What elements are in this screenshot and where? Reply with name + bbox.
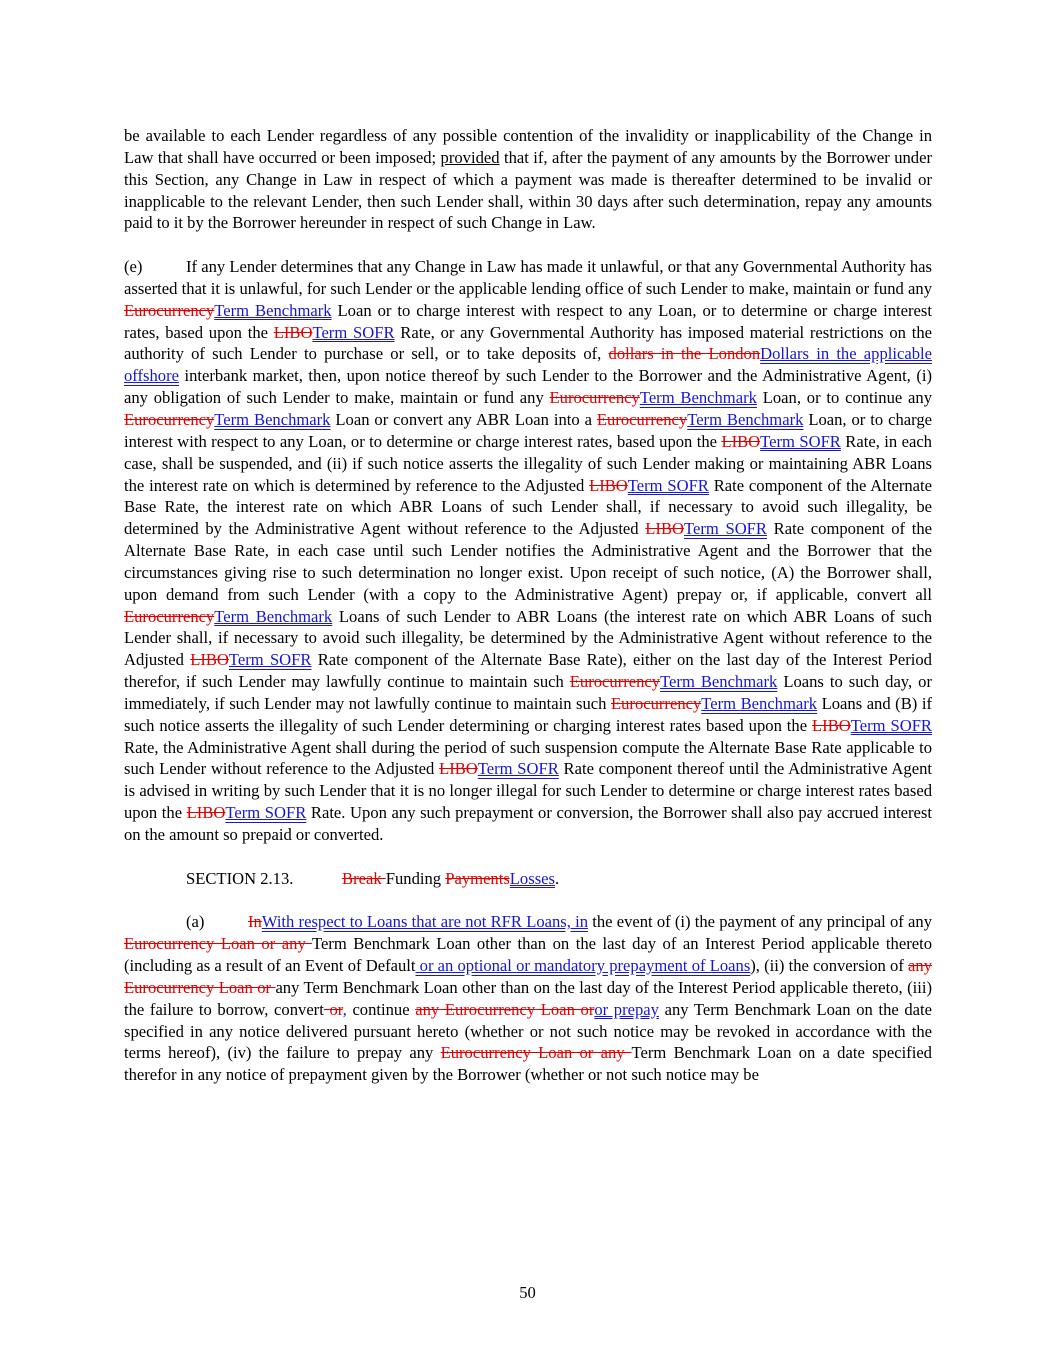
text-run: the event of (i) the payment of any principal of any <box>588 912 932 932</box>
inserted-text: Term SOFR <box>228 650 312 670</box>
inserted-text: or prepay <box>594 999 659 1019</box>
text-run: any Term Benchmark Loan other than on the last day of the Interest Period applicable thereto, (iii) the failure to borrow, convert <box>124 977 932 1019</box>
deleted-text: Eurocurrency <box>124 409 215 429</box>
inserted-text: Term SOFR <box>760 431 841 451</box>
text-run: Rate, in each case, shall be suspended, and (ii) if such notice asserts the illegality of such Lender making or maintaining ABR Loans the interest rate on which is determined by reference to the Adjusted <box>124 431 932 495</box>
clause-label-e: (e) <box>124 257 143 277</box>
text-run: Loan, or to charge interest with respect to any Loan, or to determine or charge interest rates, based upon the <box>124 409 932 451</box>
deleted-text: Eurocurrency <box>124 300 215 320</box>
deleted-text: LIBO <box>186 803 226 823</box>
inserted-text: Losses <box>509 868 555 888</box>
deleted-text: LIBO <box>812 715 851 735</box>
text-run: Rate component of the Alternate Base Rate), either on the last day of the Interest Period therefor, if such Lender may lawfully continue to maintain such <box>124 650 932 692</box>
clause-label-a: (a) <box>186 912 205 932</box>
paragraph-a-text <box>124 912 932 1084</box>
deleted-text: LIBO <box>273 322 313 342</box>
underlined-run: provided <box>440 147 500 167</box>
body-text <box>124 125 932 1086</box>
text-run: be available to each Lender regardless of any possible contention of the invalidity or inapplicability of the Change in Law that shall have occurred or been imposed; <box>124 126 932 167</box>
text-run: Loan, or to continue any <box>756 388 932 408</box>
text-run: Rate, the Administrative Agent shall during the period of such suspension compute the Alternate Base Rate applicable to such Lender without reference to the Adjusted <box>124 737 932 779</box>
inserted-text: Dollars in the applicable offshore <box>124 344 932 386</box>
inserted-text: Term Benchmark <box>701 693 818 713</box>
text-run: Term Benchmark Loan on a date specified therefor in any notice of prepayment given by the Borrower (whether or not such notice may be <box>124 1043 932 1085</box>
deleted-text: Eurocurrency <box>569 672 661 692</box>
deleted-text: LIBO <box>439 759 478 779</box>
deleted-text: In <box>248 912 262 932</box>
paragraph-a <box>124 911 932 1086</box>
deleted-text: Eurocurrency Loan or any <box>440 1043 632 1063</box>
inserted-text: , <box>342 999 347 1019</box>
paragraph-continuation <box>124 125 932 234</box>
inserted-text: Term Benchmark <box>214 409 331 429</box>
deleted-text: any Eurocurrency Loan or <box>415 999 595 1019</box>
section-title <box>342 869 559 888</box>
text-run: If any Lender determines that any Change in Law has made it unlawful, or that any Governmental Authority has asserted that it is unlawful, for such Lender or the applicable lending office of such Lender to make, maintain or fund any <box>124 257 932 298</box>
text-run: any Term Benchmark Loan on the date specified in any notice delivered pursuant hereto (whether or not such notice may be revoked in accordance with the terms hereof), (iv) the failure to prepay any <box>124 999 933 1063</box>
text-run: Rate, or any Governmental Authority has imposed material restrictions on the authority of such Lender to purchase or sell, or to take deposits of, <box>124 322 933 364</box>
inserted-text: With respect to Loans that are not RFR Loans, in <box>261 912 589 932</box>
inserted-text: Term SOFR <box>477 759 559 779</box>
inserted-text: Term SOFR <box>312 322 395 342</box>
deleted-text: LIBO <box>721 431 761 451</box>
text-run: Loan or convert any ABR Loan into a <box>330 409 597 429</box>
deleted-text: or <box>323 999 343 1019</box>
text-run: continue <box>346 999 416 1019</box>
text-run: Rate component of the Alternate Base Rate, in each case until such Lender notifies the Administrative Agent and the Borrower that the circumstances giving rise to such determination no longer exist. Upon receipt of such notice, (A) the Borrower shall, upon demand from such Lender (with a copy to the Administrative Agent) prepay or, if applicable, convert all <box>124 519 932 604</box>
deleted-text: Eurocurrency <box>610 693 702 713</box>
inserted-text: Term SOFR <box>850 715 932 735</box>
deleted-text: LIBO <box>190 650 229 670</box>
text-run: interbank market, then, upon notice thereof by such Lender to the Borrower and the Administrative Agent, (i) any obligation of such Lender to make, maintain or fund any <box>124 366 932 408</box>
inserted-text: Term Benchmark <box>660 672 778 692</box>
inserted-text: Term Benchmark <box>214 300 332 320</box>
inserted-text: Term SOFR <box>627 475 709 495</box>
inserted-text: Term Benchmark <box>214 606 333 626</box>
deleted-text: Break <box>342 868 386 888</box>
page-number: 50 <box>519 1283 536 1302</box>
deleted-text: Eurocurrency <box>549 388 640 408</box>
text-run: Loans of such Lender to ABR Loans (the interest rate on which ABR Loans of such Lender shall, if necessary to avoid such illegality, be determined by the Administrative Agent without reference to the Adjusted <box>124 606 932 670</box>
text-run: Rate component thereof until the Administrative Agent is advised in writing by such Lender that it is no longer illegal for such Lender to determine or charge interest rates based upon the <box>124 759 932 823</box>
text-run: Funding <box>385 868 446 888</box>
text-run: ), (ii) the conversion of <box>750 956 909 976</box>
inserted-text: Term SOFR <box>225 803 307 823</box>
text-run: Rate component of the Alternate Base Rate, the interest rate on which ABR Loans of such Lender shall, if necessary to avoid such illegality, be determined by the Administrative Agent without reference to the Adjusted <box>124 475 933 539</box>
text-run: Term Benchmark Loan other than on the last day of an Interest Period applicable thereto (including as a result of an Event of Default <box>124 934 932 976</box>
text-run: that if, after the payment of any amounts by the Borrower under this Section, any Change in Law in respect of which a payment was made is thereafter determined to be invalid or inapplicable to the relevant Lender, then such Lender shall, within 30 days after such determination, repay any amounts paid to it by the Borrower hereunder in respect of such Change in Law. <box>124 147 932 233</box>
section-number: SECTION 2.13. <box>186 868 294 888</box>
inserted-text: Term SOFR <box>684 519 767 539</box>
deleted-text: Payments <box>445 868 510 888</box>
deleted-text: any Eurocurrency Loan or <box>124 956 933 997</box>
deleted-text: dollars in the London <box>608 344 761 364</box>
deleted-text: Eurocurrency <box>596 409 688 429</box>
text-run: . <box>554 868 560 888</box>
paragraph-e-text <box>124 257 932 844</box>
deleted-text: Eurocurrency <box>124 606 215 626</box>
inserted-text: or an optional or mandatory prepayment of Loans <box>415 956 751 976</box>
section-heading <box>124 868 932 890</box>
text-run: Loans and (B) if such notice asserts the illegality of such Lender determining or charging interest rates based upon the <box>124 693 932 735</box>
text-run: Rate. Upon any such prepayment or conversion, the Borrower shall also pay accrued interest on the amount so prepaid or converted. <box>124 803 932 844</box>
deleted-text: Eurocurrency Loan or any <box>124 934 312 954</box>
inserted-text: Term Benchmark <box>639 388 757 408</box>
deleted-text: LIBO <box>645 519 684 539</box>
inserted-text: Term Benchmark <box>687 409 804 429</box>
deleted-text: LIBO <box>589 475 628 495</box>
text-run: Loan or to charge interest with respect to any Loan, or to determine or charge interest rates, based upon the <box>124 300 932 342</box>
paragraph-e <box>124 256 932 846</box>
text-run: Loans to such day, or immediately, if such Lender may not lawfully continue to maintain such <box>124 672 932 713</box>
